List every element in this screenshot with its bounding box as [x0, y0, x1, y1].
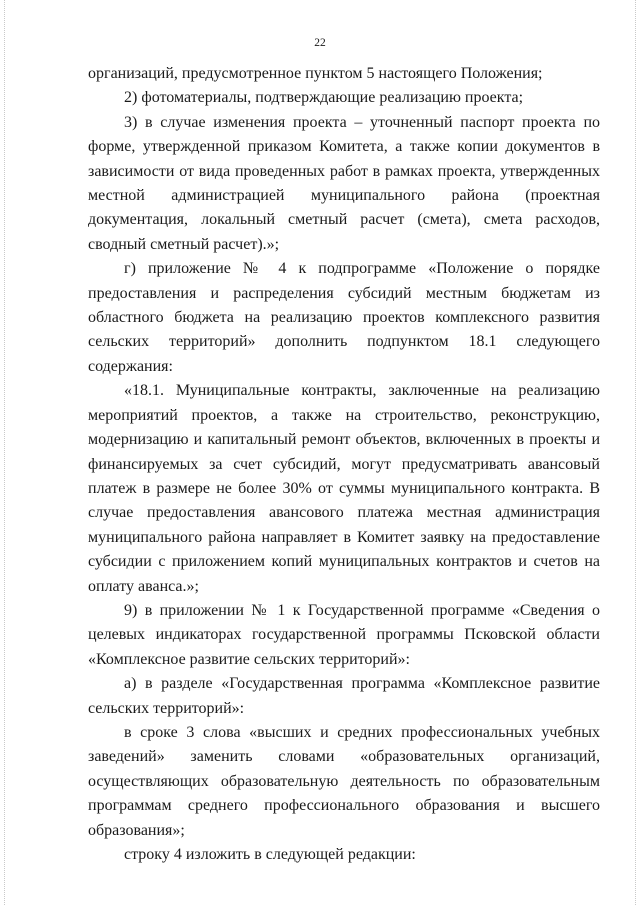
paragraph-item-g: г) приложение № 4 к подпрограмме «Положение о порядке предоставления и распределения субсидий местным бюджетам из областного бюджета на реализацию проектов комплексного развития сельских территорий» дополнить подпунктом 18.1 следующего содержания: [88, 260, 600, 375]
paragraph-term-3: в сроке 3 слова «высших и средних профессиональных учебных заведений» заменить словами «образовательных организаций, осуществляющих образовательную деятельность по образовательным программам среднего профессионального образования и высшего образования»; [88, 723, 600, 839]
paragraph-item-18-1: «18.1. Муниципальные контракты, заключенные на реализацию мероприятий проектов, а также на строительство, реконструкцию, модернизацию и капитальный ремонт объектов, включенных в проекты и финансируемых за счет субсидий, могут предусматривать авансовый платеж в размере не более 30% от суммы муниципального контракта. В случае предоставления авансового платежа местная администрация муниципального района направляет в Комитет заявку на предоставление субсидии с приложением копий муниципальных контрактов и счетов на оплату аванса.»; [88, 382, 600, 595]
paragraph-item-2: 2) фотоматериалы, подтверждающие реализацию проекта; [124, 89, 524, 107]
paragraph-item-a: а) в разделе «Государственная программа «Комплексное развитие сельских территорий»: [88, 675, 600, 717]
paragraph-item-3: 3) в случае изменения проекта – уточненный паспорт проекта по форме, утвержденной приказом Комитета, а также копии документов в зависимости от вида проведенных работ в рамках проекта, утвержденных местной администрацией муниципального района (проектная документация, локальный сметный расчет (смета), смета расходов, сводный сметный расчет).»; [88, 113, 600, 253]
document-body [88, 62, 600, 867]
page-number: 22 [314, 37, 326, 49]
scan-left-edge [4, 0, 7, 905]
paragraph-row-4: строку 4 изложить в следующей редакции: [124, 846, 416, 863]
scan-right-edge [633, 0, 636, 905]
paragraph-continuation: организаций, предусмотренное пунктом 5 настоящего Положения; [88, 65, 543, 82]
paragraph-item-9: 9) в приложении № 1 к Государственной программе «Сведения о целевых индикаторах государственной программы Псковской области «Комплексное развитие сельских территорий»: [88, 601, 600, 668]
